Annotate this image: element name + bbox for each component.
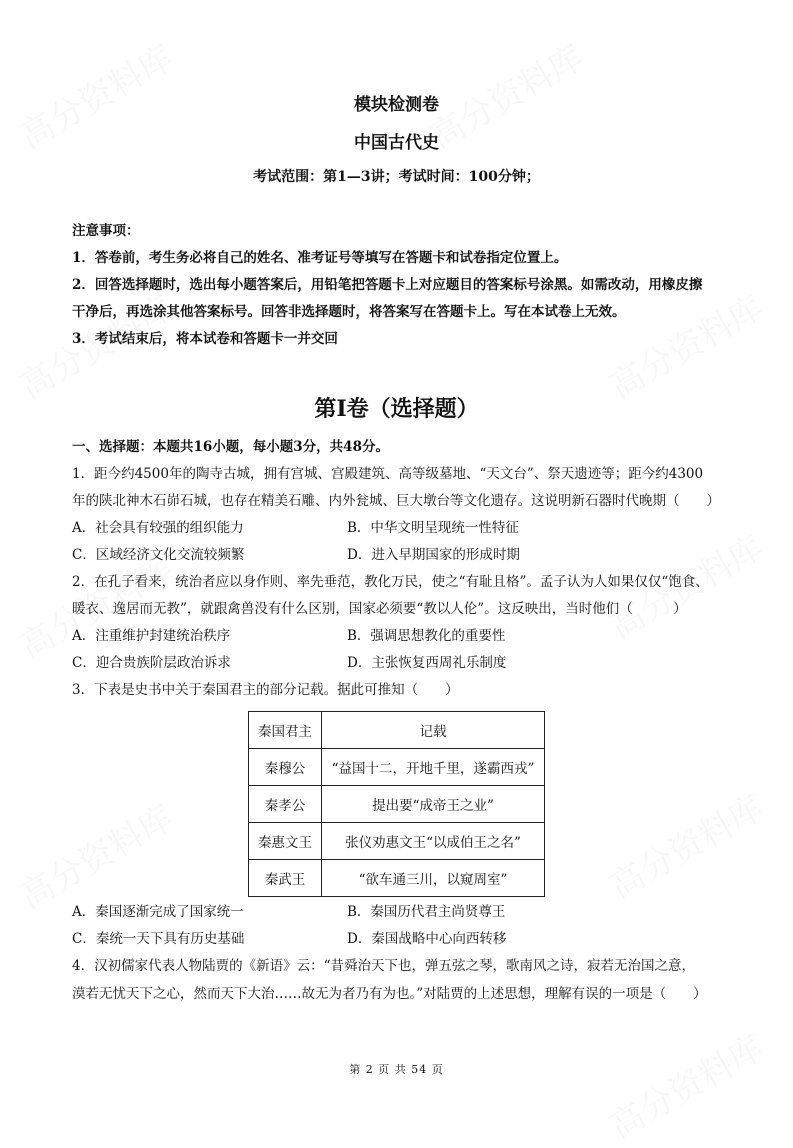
note-item: 1．答卷前，考生务必将自己的姓名、准考证号等填写在答题卡和试卷指定位置上。	[72, 250, 568, 266]
section-title: 第I卷（选择题）	[314, 396, 479, 422]
table-row	[249, 823, 545, 860]
document-title: 模块检测卷	[354, 95, 439, 115]
page-footer: 第 2 页 共 54 页	[349, 1063, 444, 1076]
option-a[interactable]: A．注重维护封建统治秩序	[72, 628, 231, 644]
table-cell: 秦孝公	[249, 786, 322, 823]
option-d[interactable]: D．主张恢复西周礼乐制度	[347, 655, 507, 671]
option-a[interactable]: A．社会具有较强的组织能力	[72, 520, 244, 536]
question-3-text: 3．下表是史书中关于秦国君主的部分记载。据此可推知（ ）	[72, 682, 459, 698]
question-4-text: 4．汉初儒家代表人物陆贾的《新语》云：“昔舜治天下也，弹五弦之琴，歌南风之诗，寂若无治国之意，	[72, 958, 695, 974]
question-2-text: 2．在孔子看来，统治者应以身作则、率先垂范，教化万民，使之“有耻且格”。孟子认为人如果仅仅“饱食、	[72, 574, 709, 590]
table-cell: 张仪劝惠文王“以成伯王之名”	[322, 823, 545, 860]
option-a[interactable]: A．秦国逐渐完成了国家统一	[72, 904, 244, 920]
question-1-text: 1．距今约4500年的陶寺古城，拥有宫城、宫殿建筑、高等级墓地、“天文台”、祭天遗迹等；距今约4300	[72, 466, 704, 482]
watermark	[599, 1021, 771, 1148]
table-cell: “欲车通三川，以窥周室”	[322, 860, 545, 897]
note-item: 3．考试结束后，将本试卷和答题卡一并交回	[72, 331, 338, 347]
notes-heading: 注意事项：	[72, 223, 140, 239]
table-row	[249, 749, 545, 786]
option-c[interactable]: C．秦统一天下具有历史基础	[72, 931, 245, 947]
exam-info: 考试范围：第1—3讲；考试时间：100分钟；	[253, 169, 540, 185]
option-c[interactable]: C．迎合贵族阶层政治诉求	[72, 655, 231, 671]
option-b[interactable]: B．中华文明呈现统一性特征	[347, 520, 519, 536]
question-1-text: 年的陕北神木石峁石城，也存在精美石雕、内外瓮城、巨大墩台等文化遗存。这说明新石器时代晚期（ ）	[72, 493, 720, 509]
option-d[interactable]: D．秦国战略中心向西转移	[347, 931, 507, 947]
table-header: 秦国君主	[249, 712, 322, 749]
option-b[interactable]: B．强调思想教化的重要性	[347, 628, 506, 644]
document-subtitle: 中国古代史	[354, 133, 439, 153]
qin-rulers-table	[248, 711, 545, 897]
note-item: 2．回答选择题时，选出每小题答案后，用铅笔把答题卡上对应题目的答案标号涂黑。如需改动，用橡皮擦	[72, 277, 703, 293]
part-heading: 一、选择题：本题共16小题，每小题3分，共48分。	[72, 439, 389, 455]
table-cell: 秦惠文王	[249, 823, 322, 860]
watermark	[599, 281, 771, 408]
option-c[interactable]: C．区域经济文化交流较频繁	[72, 547, 245, 563]
watermark	[9, 791, 181, 918]
option-b[interactable]: B．秦国历代君主尚贤尊王	[347, 904, 506, 920]
table-cell: 秦武王	[249, 860, 322, 897]
watermark	[599, 781, 771, 908]
question-2-text: 暖衣、逸居而无教”，就跟禽兽没有什么区别，国家必须要“教以人伦”。这反映出，当时他们（ ）	[72, 601, 687, 617]
question-4-text: 漠若无忧天下之心，然而天下大治……故无为者乃有为也。”对陆贾的上述思想，理解有误的一项是（ ）	[72, 986, 707, 1002]
option-d[interactable]: D．进入早期国家的形成时期	[347, 547, 520, 563]
note-item: 干净后，再选涂其他答案标号。回答非选择题时，将答案写在答题卡上。写在本试卷上无效。	[72, 304, 626, 320]
table-row	[249, 786, 545, 823]
table-cell: “益国十二，开地千里，遂霸西戎”	[322, 749, 545, 786]
table-cell: 秦穆公	[249, 749, 322, 786]
table-header-row	[249, 712, 545, 749]
table-header: 记载	[322, 712, 545, 749]
table-row	[249, 860, 545, 897]
table-cell: 提出要“成帝王之业”	[322, 786, 545, 823]
